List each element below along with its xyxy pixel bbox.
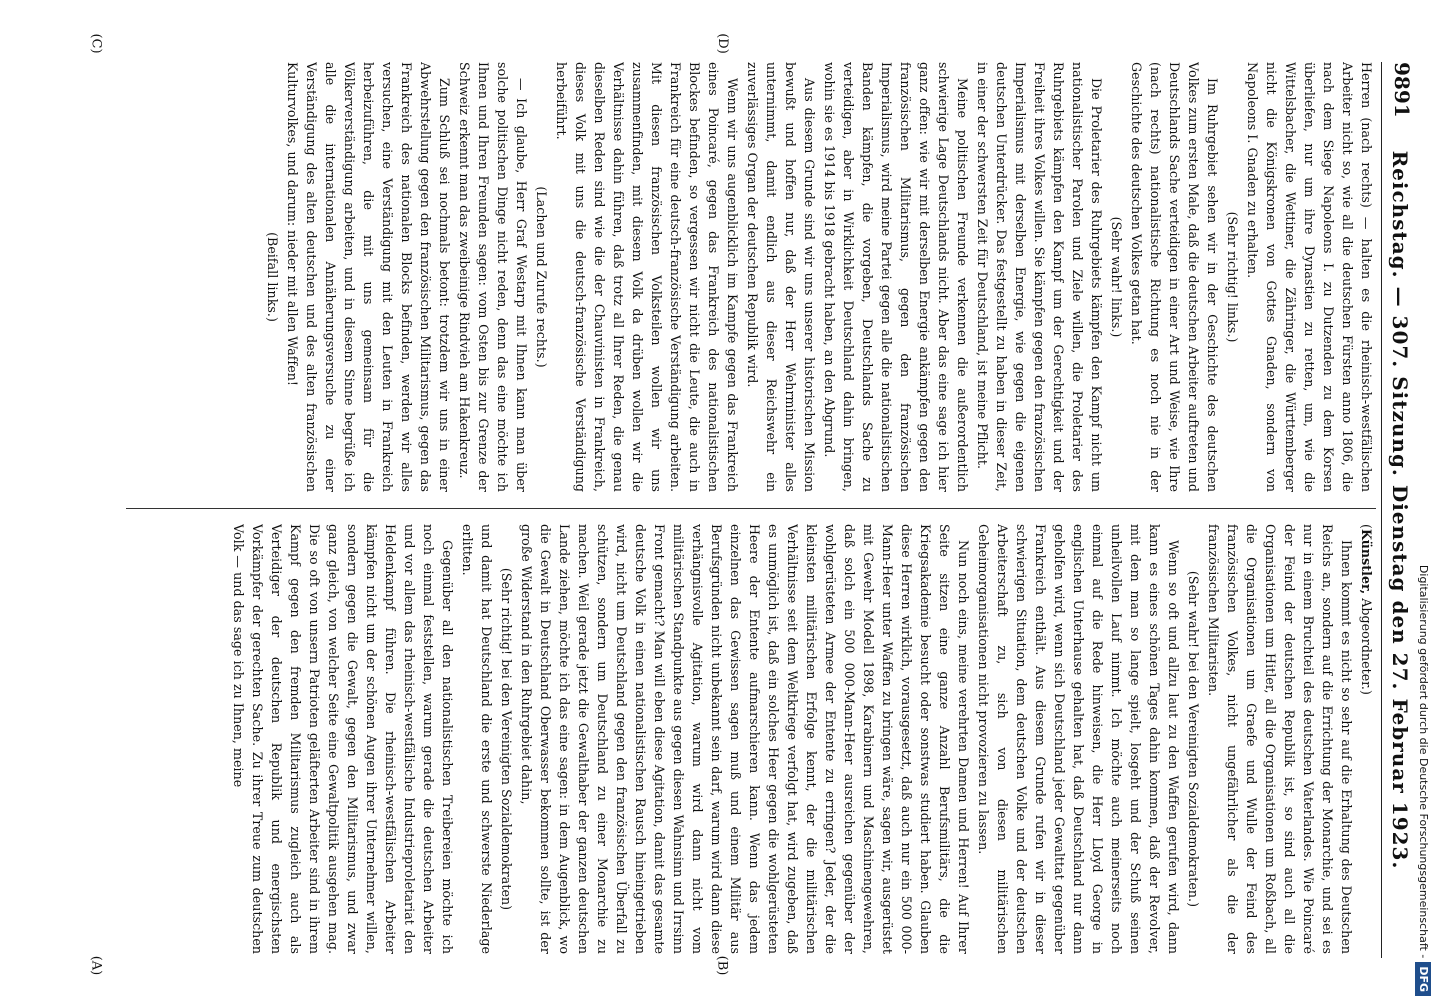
interjection: (Sehr richtig! links.)	[1225, 211, 1240, 343]
speaker-name: Künstler,	[1359, 528, 1374, 595]
interjection: (Sehr wahr! bei den Vereinigten Sozialdemokraten.)	[1186, 570, 1201, 908]
paragraph: Ihnen kommt es nicht so sehr auf die Erhaltung des Deutschen Reichs an, sondern auf die Errichtung der Monarchie, und sei es nur in einem Bruchteil des deutschen Vaterlandes. Wie Poincaré der Feind der deutschen Republik ist, so sind auch all die Organisationen um Hitler, all die Organisationen um Roßbach, all die Organisationen um Graefe und Wulle der Feind des französischen Volkes, nicht ungefährlicher als die der französischen Militaristen.	[1206, 524, 1354, 954]
paragraph: — Ich glaube, Herr Graf Westarp mit Ihnen kann man über solche politischen Dinge nicht reden, denn das eine möchte ich Ihnen und Ihren Freunden sagen: vom Osten bis zur Grenze der Schweiz erkennt man das zweibeinige Rindvieh am Hakenkreuz.	[457, 62, 529, 492]
document-page	[122, 62, 1422, 958]
column-divider	[126, 508, 1376, 509]
right-column	[126, 62, 1376, 492]
paragraph: und damit hat Deutschland die erste und schwerste Niederlage erlitten.	[460, 524, 494, 954]
digitization-text: Digitalisierung gefördert durch die Deutsche Forschungsgemeinschaft -	[1417, 564, 1430, 959]
paragraph: Gegenüber all den nationalistischen Treibereien möchte ich noch einmal feststellen, warum gerade die deutschen Arbeiter und vor allem das rheinisch-westfälische Industrieproletariat den Heldenkampf führen. Die rheinisch-westfälischen Arbeiter kämpfen nicht um der schönen Augen ihrer Unternehmer willen, sondern gegen die Gewalt, gegen den Militarismus, und zwar ganz gleich, von welcher Seite eine Gewaltpolitik ausgehen mag. Die so oft von unsern Patrioten geläfterten Arbeiter sind in ihrem Kampf gegen den fremden Militarismus zugleich auch als Verteidiger der deutschen Republik und energischsten Vorkämpfer der gerechten Sache. Zu ihrer Treue zum deutschen Volk — und das sage ich zu Ihnen, meine	[231, 524, 455, 954]
interjection: (Lachen und Zurufe rechts.)	[534, 186, 549, 368]
interjection: (Beifall links.)	[265, 232, 280, 322]
paragraph: Nun noch eins, meine verehrten Damen und Herren! Auf Ihrer Seite sitzen eine ganze Anzahl Berufsmilitärs, die die Kriegsakademie besucht oder sonstwas studiert haben. Glauben diese Herren wirklich, vorausgesetzt, daß auch nur ein 500 000-Mann-Heer unter Waffen zu bringen wäre, sagen wir, ausgerüstet mit Gewehr Modell 1898, Karabinern und Maschinengewehren, daß solch ein 500 000-Mann-Heer ausreichen gegenüber der wohlgerüsteten Armee der Entente zu erringen? Jeder, der die kleinsten militärischen Erfolge kennt, der die militärischen Verhältnisse seit dem Weltkriege verfolgt hat, wird zugeben, daß es unmöglich ist, daß ein solches Heer gegen die wohlgerüsteten Heere der Entente aufmarschieren kann. Wenn das jedem einzelnen das Gewissen sagen muß und einem Militär aus Berufsgründen nicht unbekannt sein darf, warum wird dann diese verhängnisvolle Agitation, warum wird dann nicht vom militärischen Standpunkte aus gegen diesen Wahnsinn und Irrsinn Front gemacht? Man will eben diese Agitation, damit das gesamte deutsche Volk in einen nationalistischen Rausch hineingetrieben wird, nicht um Deutschland gegen den französischen Überfall zu schützen, sondern um Deutschland zu einer Monarchie zu machen. Weil gerade jetzt die Gewalthaber der ganzen deutschen Lande ziehen, möchte ich das eine sagen: in dem Augenblick, wo die Gewalt in Deutschland Oberwasser bekommen sollte, ist der große Widerstand in den Ruhrgebiet dahin,	[519, 524, 971, 954]
page-number: 9891	[1390, 62, 1414, 118]
margin-mark-c: (C)	[88, 33, 104, 54]
page-title: Reichstag. — 307. Sitzung. Dienstag den 27. Februar 1923.	[1388, 150, 1412, 870]
digitization-note	[1408, 6, 1434, 996]
paragraph: Wenn so oft und allzu laut zu den Waffen gerufen wird, dann kann es eines schönen Tages dahin kommen, daß der Revolver, mit dem man so lange spielt, losgeht und der Schuß seinen unheilvollen Lauf nimmt. Ich möchte auch meinerseits noch einmal auf die Rede hinweisen, die Herr Lloyd George in englischen Unterhause gehalten hat, daß Deutschland nur dann geholfen wird, wenn sich Deutschland jeder Gewalttat gegenüber Frankreich enthält. Aus diesem Grunde rufen wir in dieser schwierigen Situation, dem deutschen Volke und der deutschen Arbeiterschaft zu, sich von diesen militärischen Geheimorganisationen nicht provozieren zu lassen.	[976, 524, 1181, 954]
margin-mark-d: (D)	[714, 33, 730, 54]
left-column	[126, 524, 1376, 954]
speaker-role: Abgeordneter.)	[1359, 598, 1374, 695]
paragraph: Wenn wir uns augenblicklich im Kampfe gegen das Frankreich eines Poincaré, gegen das Frankreich des nationalistischen Blockes befinden, so vergessen wir nicht die Leute, die auch in Frankreich für eine deutsch-französische Verständigung arbeiten. Mit diesen französischen Volksteilen wollen wir uns zusammenfinden, mit diesem Volk da drüben wollen wir die Verhältnisse dahin führen, daß trotz all Ihrer Reden, die genau dieselben Reden sind wie die der Chauvinisten in Frankreich, dieses Volk mit uns die deutsch-französische Verständigung herbeiführt.	[554, 62, 740, 492]
dfg-logo: DFG	[1415, 962, 1431, 996]
paragraph: Aus diesem Grunde sind wir uns unserer historischen Mission bewußt und hoffen nur, daß der Herr Wehrminister alles unternimmt, damit endlich aus dieser Reichswehr ein zuverlässiges Organ der deutschen Republik wird.	[745, 62, 817, 492]
speaker-line: (Künstler, Abgeordneter.)	[1359, 524, 1374, 695]
interjection: (Sehr richtig! bei den Vereinigten Sozialdemokraten)	[499, 567, 514, 911]
paragraph: Zum Schluß sei nochmals betont: trotzdem wir uns in einer Abwehrstellung gegen den französischen Militarismus, gegen das Frankreich des nationalen Blocks befinden, werden wir alles versuchen, eine Verständigung mit den Leuten in Frankreich herbeizuführen, die mit uns gemeinsam für die Völkerverständigung arbeiten, und in diesem Sinne begrüße ich alle die internationalen Annäherungsversuche zu einer Verständigung des alten deutschen und des alten französischen Kulturvolkes, und darum: nieder mit allen Waffen!	[285, 62, 452, 492]
margin-mark-a: (A)	[88, 955, 104, 976]
margin-mark-b: (B)	[714, 955, 730, 976]
paragraph: Meine politischen Freunde verkennen die außerordentlich schwierige Lage Deutschlands nicht. Aber das eine sage ich hier ganz offen: wie wir mit derselben Energie ankämpfen gegen den französischen Militarismus, gegen den französischen Imperialismus, wird meine Partei gegen alle die nationalistischen Banden kämpfen, die vorgeben, Deutschlands Sache zu verteidigen, aber in Wirklichkeit Deutschland dahin bringen, wohin sie es 1914 bis 1918 gebracht haben, an den Abgrund.	[822, 62, 970, 492]
paragraph: Die Proletarier des Ruhrgebiets kämpfen den Kampf nicht um nationalistischer Parolen und Ziele willen, die Proletarier des Ruhrgebiets kämpfen den Kampf um der Gerechtigkeit und der Freiheit ihres Volkes willen. Sie kämpfen gegen den französischen Imperialismus mit derselben Energie, wie gegen die eigenen deutschen Unterdrücker. Das festgestellt zu haben in dieser Zeit, in einer der schwersten Zeit für Deutschland, ist meine Pflicht.	[975, 62, 1104, 492]
interjection: (Sehr wahr! links.)	[1109, 216, 1124, 338]
paragraph: Im Ruhrgebiet sehen wir in der Geschichte des deutschen Volkes zum ersten Male, daß die deutschen Arbeiter auftreten und Deutschlands Sache verteidigen in einer Art und Weise, wie Ihre (nach rechts) nationalistische Richtung es noch nie in der Geschichte des deutschen Volkes getan hat.	[1129, 62, 1220, 492]
paragraph: Herren (nach rechts) — halten es die rheinisch-westfälischen Arbeiter nicht so, wie all die deutschen Fürsten anno 1806, die nach dem Siege Napoleons I. zu Dutzenden zu dem Korsen überliefen, nur um ihre Dynastien zu retten, um, wie die Wittelsbacher, die Wettiner, die Zähringer, die Württemberger nicht die Königskronen von Gottes Gnaden, sondern von Napoleons I. Gnaden zu erhalten.	[1245, 62, 1374, 492]
